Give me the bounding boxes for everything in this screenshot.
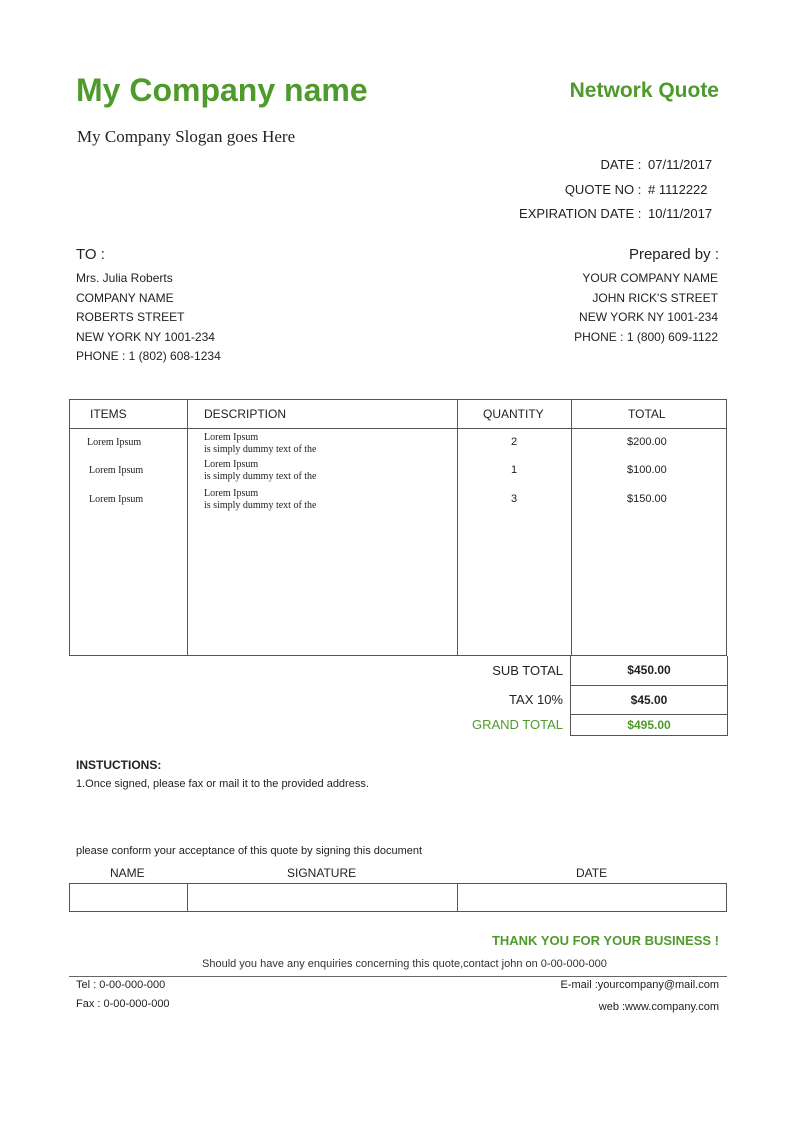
sender-address — [574, 269, 718, 347]
column-divider — [457, 400, 458, 655]
row-1-item: Lorem Ipsum — [87, 437, 142, 448]
tax-label: TAX 10% — [509, 692, 563, 707]
row-2-desc-title: Lorem Ipsum — [204, 459, 259, 470]
sender-phone: PHONE : 1 (800) 609-1122 — [574, 329, 718, 344]
row-2-total: $100.00 — [627, 464, 667, 476]
company-slogan: My Company Slogan goes Here — [77, 127, 296, 146]
date-value: 07/11/2017 — [648, 157, 713, 172]
row-2-item: Lorem Ipsum — [89, 465, 144, 476]
expiration-label: EXPIRATION DATE : — [519, 206, 642, 221]
subtotal-label: SUB TOTAL — [492, 663, 563, 678]
header-divider — [70, 428, 726, 429]
enquiry-note: Should you have any enquiries concerning this quote,contact john on 0-00-000-000 — [202, 958, 607, 970]
row-3-desc-title: Lorem Ipsum — [204, 488, 259, 499]
signature-header-name: NAME — [110, 866, 145, 880]
row-1-desc-title: Lorem Ipsum — [204, 432, 259, 443]
header-description: DESCRIPTION — [204, 407, 287, 421]
footer-fax: Fax : 0-00-000-000 — [76, 998, 170, 1010]
thank-you-message: THANK YOU FOR YOUR BUSINESS ! — [491, 933, 719, 948]
footer-divider — [69, 976, 727, 977]
document-title: Network Quote — [569, 79, 719, 102]
column-divider — [187, 884, 188, 911]
row-3-quantity: 3 — [511, 493, 518, 505]
header-items: ITEMS — [90, 407, 127, 421]
items-table — [69, 399, 727, 656]
to-title: TO : — [76, 246, 105, 263]
signature-header-date: DATE — [576, 866, 608, 880]
expiration-row — [519, 206, 718, 221]
quote-no-label: QUOTE NO : — [564, 182, 642, 197]
column-divider — [457, 884, 458, 911]
recipient-company: COMPANY NAME — [76, 290, 174, 305]
column-divider — [571, 400, 572, 655]
recipient-city: NEW YORK NY 1001-234 — [76, 329, 215, 344]
grand-total-label: GRAND TOTAL — [471, 717, 563, 732]
expiration-value: 10/11/2017 — [648, 206, 713, 221]
row-3-item: Lorem Ipsum — [89, 494, 144, 505]
acceptance-text: please conform your acceptance of this quote by signing this document — [76, 845, 423, 857]
prepared-by-title: Prepared by : — [628, 246, 719, 263]
row-3-total: $150.00 — [627, 493, 667, 505]
row-1-quantity: 2 — [511, 436, 518, 448]
row-1-desc-text: is simply dummy text of the — [204, 444, 317, 455]
sender-company: YOUR COMPANY NAME — [582, 271, 718, 285]
recipient-phone: PHONE : 1 (802) 608-1234 — [76, 349, 221, 363]
footer-web: web :www.company.com — [598, 1001, 719, 1013]
date-label: DATE : — [600, 157, 642, 172]
footer-tel: Tel : 0-00-000-000 — [76, 979, 166, 991]
date-row — [600, 157, 718, 172]
quote-no-value: # 1112222 — [648, 182, 708, 197]
sender-city: NEW YORK NY 1001-234 — [579, 310, 718, 324]
row-2-desc-text: is simply dummy text of the — [204, 471, 317, 482]
company-name: My Company name — [76, 72, 368, 108]
quote-no-row — [565, 182, 718, 197]
column-divider — [187, 400, 188, 655]
instructions-text: 1.Once signed, please fax or mail it to the provided address. — [76, 778, 369, 790]
row-2-quantity: 1 — [511, 464, 518, 476]
row-3-desc-text: is simply dummy text of the — [204, 500, 317, 511]
subtotal-value: $450.00 — [570, 656, 728, 686]
signature-table — [69, 883, 727, 912]
recipient-street: ROBERTS STREET — [76, 310, 185, 324]
row-1-total: $200.00 — [627, 436, 667, 448]
recipient-name: Mrs. Julia Roberts — [76, 271, 173, 285]
signature-header-signature: SIGNATURE — [287, 866, 357, 880]
header-quantity: QUANTITY — [483, 407, 544, 421]
header-total: TOTAL — [628, 407, 666, 421]
instructions-title: INSTUCTIONS: — [76, 758, 162, 772]
tax-value: $45.00 — [570, 685, 728, 715]
sender-street: JOHN RICK'S STREET — [592, 290, 718, 305]
grand-total-value: $495.00 — [570, 714, 728, 736]
recipient-address — [76, 269, 221, 367]
footer-email: E-mail :yourcompany@mail.com — [560, 979, 719, 991]
